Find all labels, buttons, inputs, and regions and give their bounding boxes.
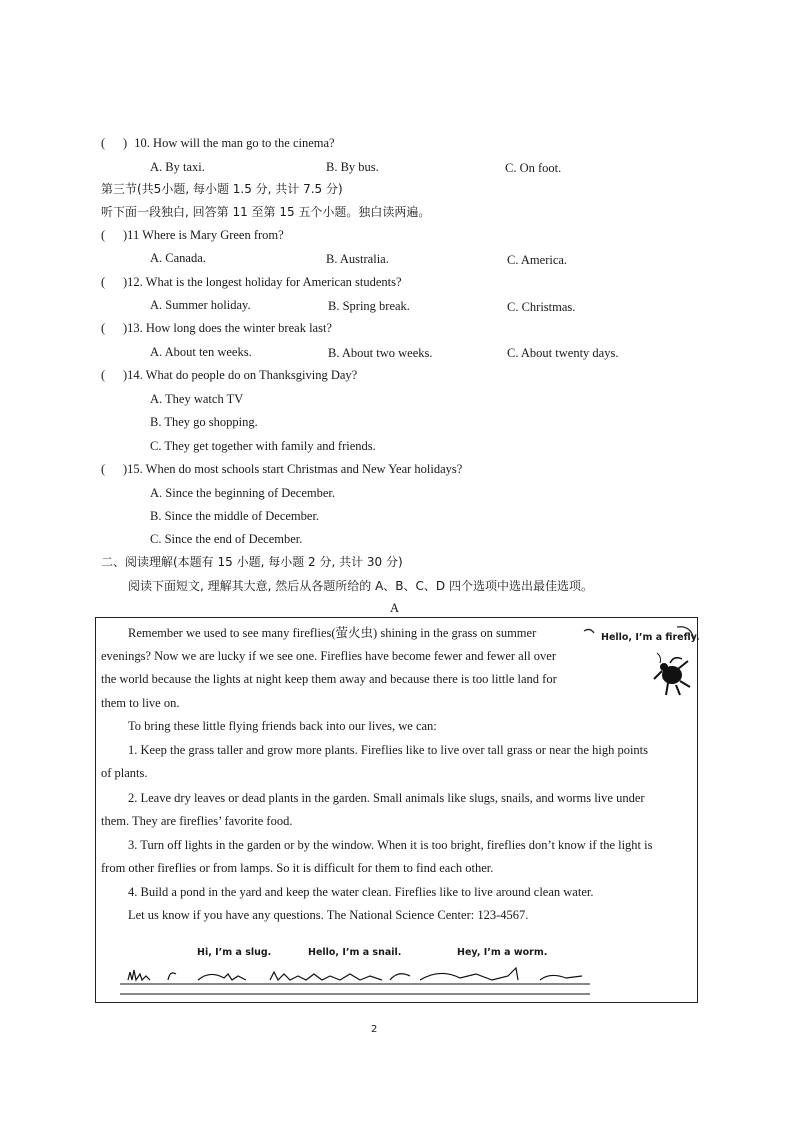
answer-paren[interactable]: ( [101,228,106,242]
answer-paren[interactable]: ( [101,321,106,335]
option-a: A. They watch TV [150,392,244,406]
passage-label: A [390,601,400,615]
question-14 [101,367,357,383]
snail-caption: Hello, I’m a snail. [308,947,402,958]
passage-line: them. They are fireflies’ favorite food. [101,814,293,828]
question-stem: )12. What is the longest holiday for American students? [123,275,402,289]
question-11 [101,227,284,243]
question-stem: )13. How long does the winter break last? [123,321,332,335]
option-a: A. Since the beginning of December. [150,486,336,500]
option-c: C. On foot. [505,161,562,175]
question-stem: )15. When do most schools start Christmas and New Year holidays? [123,462,463,476]
question-15 [101,461,462,477]
answer-paren[interactable]: ( [101,275,106,289]
passage-line: 3. Turn off lights in the garden or by the window. When it is too bright, fireflies don’t know if the light is [128,838,653,852]
answer-paren-close: ) [123,136,128,150]
option-b: B. Australia. [326,252,389,266]
passage-line: To bring these little flying friends back into our lives, we can: [128,719,437,733]
question-13 [101,320,332,336]
worm-caption: Hey, I’m a worm. [457,947,548,958]
passage-line: 2. Leave dry leaves or dead plants in the garden. Small animals like slugs, snails, and worms live under [128,791,645,805]
passage-line: of plants. [101,766,148,780]
option-b: B. Spring break. [328,299,410,313]
option-a: A. Canada. [150,251,206,265]
question-stem: )14. What do people do on Thanksgiving Day? [123,368,358,382]
option-b: B. By bus. [326,160,379,174]
option-c: C. They get together with family and friends. [150,439,376,453]
page-number: 2 [371,1024,378,1035]
option-a: A. About ten weeks. [150,345,252,359]
passage-line: them to live on. [101,696,180,710]
answer-paren[interactable]: ( [101,136,106,150]
passage-line: 4. Build a pond in the yard and keep the water clean. Fireflies like to live around clean water. [128,885,594,899]
option-a: A. Summer holiday. [150,298,251,312]
passage-line: the world because the lights at night keep them away and because there is too little land for [101,672,557,686]
option-c: C. About twenty days. [507,346,619,360]
firefly-illustration [582,623,697,703]
option-a: A. By taxi. [150,160,205,174]
option-b: B. They go shopping. [150,415,258,429]
passage-line: from other fireflies or from lamps. So it is difficult for them to find each other. [101,861,494,875]
passage-line: Let us know if you have any questions. The National Science Center: 123-4567. [128,908,529,922]
question-12 [101,274,402,290]
option-b: B. About two weeks. [328,346,433,360]
question-stem: )11 Where is Mary Green from? [123,228,284,242]
firefly-caption: Hello, I’m a firefly. [601,632,700,643]
reading-instruction: 阅读下面短文, 理解其大意, 然后从各题所给的 A、B、C、D 四个选项中选出最佳选项。 [128,579,593,593]
slug-caption: Hi, I’m a slug. [197,947,272,958]
ground-illustration [120,962,595,996]
answer-paren[interactable]: ( [101,368,106,382]
passage-line: 1. Keep the grass taller and grow more plants. Fireflies like to live over tall grass or near the high points [128,743,649,757]
section3-title: 第三节(共5小题, 每小题 1.5 分, 共计 7.5 分) [101,182,343,196]
option-c: C. Since the end of December. [150,532,303,546]
reading-section-title: 二、阅读理解(本题有 15 小题, 每小题 2 分, 共计 30 分) [101,555,403,569]
question-10 [101,135,335,151]
passage-line: Remember we used to see many fireflies(萤火虫) shining in the grass on summer [128,626,537,640]
option-b: B. Since the middle of December. [150,509,320,523]
section3-instruction: 听下面一段独白, 回答第 11 至第 15 五个小题。独白读两遍。 [101,205,431,219]
passage-line: evenings? Now we are lucky if we see one. Fireflies have become fewer and fewer all over [101,649,557,663]
option-c: C. Christmas. [507,300,576,314]
option-c: C. America. [507,253,568,267]
answer-paren[interactable]: ( [101,462,106,476]
question-stem: 10. How will the man go to the cinema? [134,136,335,150]
